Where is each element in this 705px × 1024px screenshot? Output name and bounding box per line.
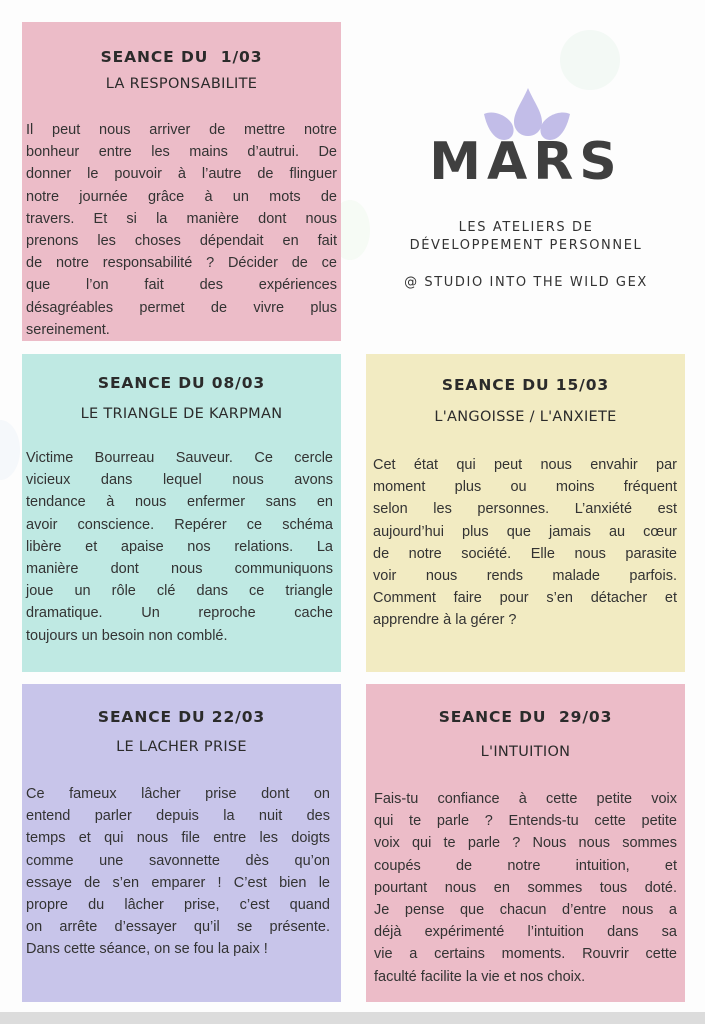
session-description: Il peut nous arriver de mettre notre bonheur entre les mains d’autrui. De donner le pouvoir à l’autre de flinguer notre journée grâce à un mots de travers. Et si la manière dont nous prenons les choses dépendait en fait de notre responsabilité ? Décider de ce que l’on fait des expériences désagréables permet de vivre plus sereinement. — [26, 122, 337, 338]
session-card-1 — [22, 22, 341, 341]
studio-name: @ STUDIO INTO THE WILD GEX — [404, 275, 648, 290]
session-title: SEANCE DU 15/03 — [441, 376, 610, 394]
header-subtitle-line1: LES ATELIERS DE — [458, 220, 594, 235]
session-subtitle: L'ANGOISSE / L'ANXIETE — [434, 409, 617, 425]
session-card-2 — [22, 354, 341, 672]
session-subtitle: LE TRIANGLE DE KARPMAN — [80, 406, 283, 422]
session-title: SEANCE DU 08/03 — [97, 374, 266, 392]
session-card-5 — [366, 684, 685, 1002]
page-title: MARS — [429, 132, 623, 192]
background-blob — [0, 420, 20, 480]
session-description: Ce fameux lâcher prise dont on entend parler depuis la nuit des temps et qui nous file entre les doigts comme une savonnette dès qu’on essaye de s’en emparer ! C’est bien le propre du lâcher prise, c’est quand on arrête d’essayer qu’il se présente. Dans cette séance, on se fou la paix ! — [26, 786, 330, 958]
session-title: SEANCE DU 1/03 — [100, 48, 263, 66]
session-card-4 — [22, 684, 341, 1002]
session-subtitle: LE LACHER PRISE — [116, 739, 247, 755]
bottom-bar — [0, 1012, 705, 1024]
header — [366, 22, 686, 342]
session-card-3 — [366, 354, 685, 672]
session-title: SEANCE DU 22/03 — [97, 708, 266, 726]
session-title: SEANCE DU 29/03 — [438, 708, 613, 726]
session-description: Cet état qui peut nous envahir par moment plus ou moins fréquent selon les personnes. L’anxiété est aujourd’hui plus que jamais au cœur de notre société. Elle nous parasite voir nous rends malade parfois. Comment faire pour s’en détacher et apprendre à la gérer ? — [373, 457, 677, 629]
header-subtitle-line2: DÉVELOPPEMENT PERSONNEL — [409, 238, 643, 253]
session-description: Fais-tu confiance à cette petite voix qui te parle ? Entends-tu cette petite voix qui te parle ? Nous nous sommes coupés de notre intuition, et pourtant nous en sommes tous doté. Je pense que chacun d’entre nous a déjà expérimenté l’intuition dans sa vie a certains moments. Rouvrir cette faculté facilite la vie et nos choix. — [374, 791, 677, 985]
session-subtitle: LA RESPONSABILITE — [105, 76, 258, 92]
session-subtitle: L'INTUITION — [480, 744, 571, 760]
session-description: Victime Bourreau Sauveur. Ce cercle vicieux dans lequel nous avons tendance à nous enfermer sans en avoir conscience. Repérer ce schéma libère et apaise nos relations. La manière dont nous communiquons joue un rôle clé dans ce triangle dramatique. Un reproche cache toujours un besoin non comblé. — [26, 450, 333, 644]
